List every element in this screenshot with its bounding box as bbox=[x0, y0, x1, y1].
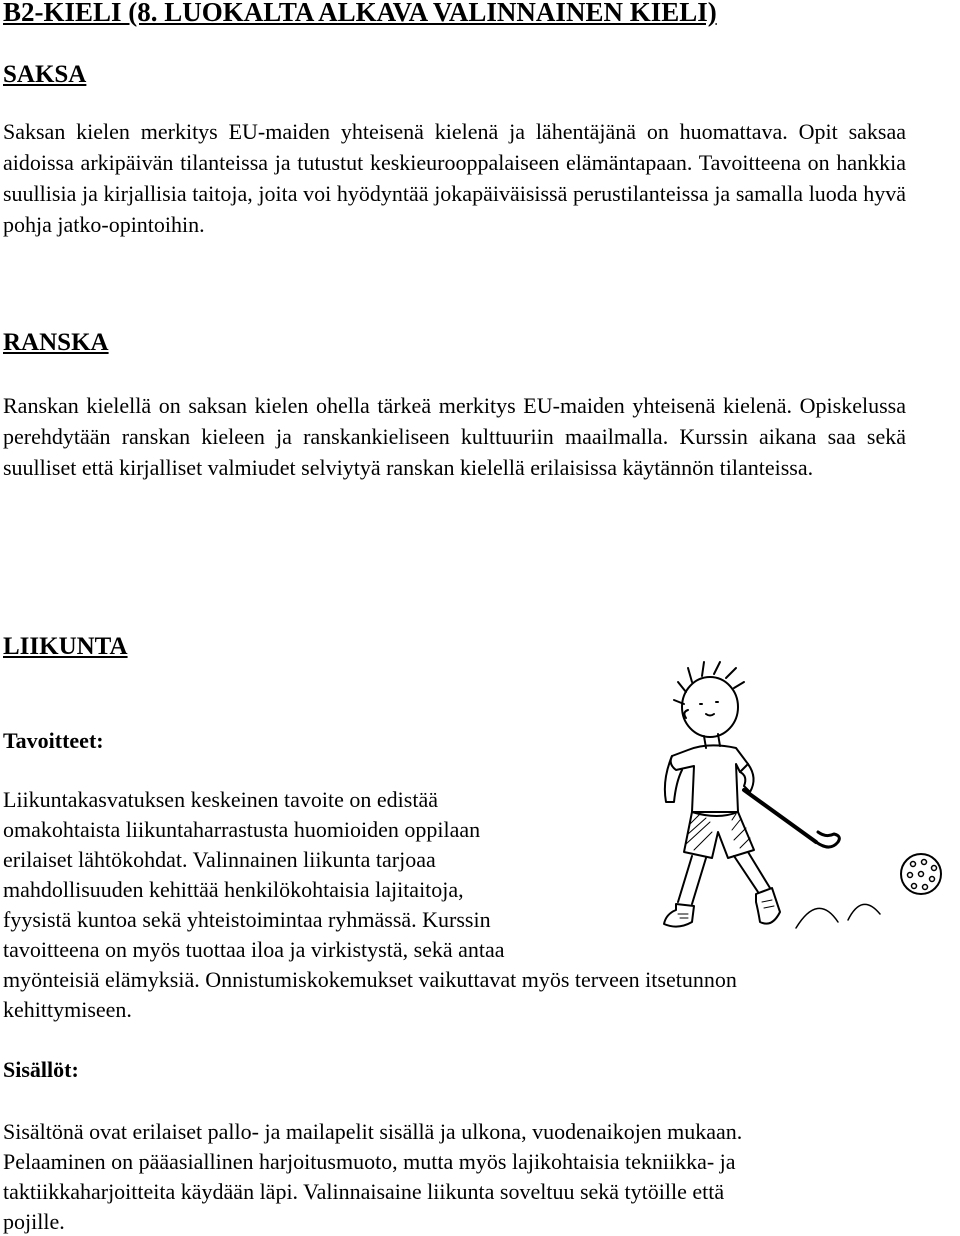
content-line: taktiikkaharjoitteita käydään läpi. Valinnaisaine liikunta soveltuu sekä tytöille että bbox=[3, 1179, 725, 1204]
page-title: B2-KIELI (8. LUOKALTA ALKAVA VALINNAINEN KIELI) bbox=[3, 0, 717, 27]
hair bbox=[674, 662, 744, 704]
ranska-heading: RANSKA bbox=[3, 329, 109, 356]
content-line: pojille. bbox=[3, 1209, 65, 1234]
saksa-heading: SAKSA bbox=[3, 61, 87, 88]
content-line: Sisältönä ovat erilaiset pallo- ja mailapelit sisällä ja ulkona, vuodenaikojen mukaan. bbox=[3, 1119, 743, 1144]
goals-line: Liikuntakasvatuksen keskeinen tavoite on edistää bbox=[3, 787, 438, 812]
goals-line: mahdollisuuden kehittää henkilökohtaisia lajitaitoja, bbox=[3, 877, 464, 902]
goals-line: fyysistä kuntoa sekä yhteistoimintaa ryhmässä. Kurssin bbox=[3, 907, 491, 932]
floorball-ball bbox=[901, 854, 941, 894]
stick-blade bbox=[816, 832, 839, 847]
goals-line: tavoitteena on myös tuottaa iloa ja virkistystä, sekä antaa bbox=[3, 937, 505, 962]
floorball-stick bbox=[744, 790, 816, 842]
floorball-player-illustration bbox=[648, 652, 948, 972]
right-arm bbox=[740, 764, 754, 792]
right-shoe bbox=[756, 888, 780, 924]
right-leg bbox=[734, 852, 770, 892]
face bbox=[684, 702, 718, 718]
saksa-paragraph: Saksan kielen merkitys EU-maiden yhteisenä kielenä ja lähentäjänä on huomattava. Opit saksaa aidoissa arkipäivän tilanteissa ja tutustut keskieurooppalaiseen elämäntapaan. Tavoitteena on hankkia suullisia ja kirjallisia taitoja, joita voi hyödyntää jokapäiväisissä perustilanteissa ja samalla luoda hyvä pohja jatko-opintoihin. bbox=[3, 119, 906, 237]
ranska-paragraph: Ranskan kielellä on saksan kielen ohella tärkeä merkitys EU-maiden yhteisenä kielenä. Opiskelussa perehdytään ranskan kieleen ja ranskankieliseen kulttuuriin maailmalla. Kurssin aikana saa sekä suulliset että kirjalliset valmiudet selviytyä ranskan kielellä erilaisissa käytännön tilanteissa. bbox=[3, 393, 906, 480]
content-line: Pelaaminen on pääasiallinen harjoitusmuoto, mutta myös lajikohtaisia tekniikka- ja bbox=[3, 1149, 736, 1174]
motion-lines bbox=[796, 904, 880, 928]
goals-heading: Tavoitteet: bbox=[3, 728, 104, 753]
liikunta-heading: LIIKUNTA bbox=[3, 633, 128, 660]
head bbox=[682, 677, 738, 737]
goals-line: myönteisiä elämyksiä. Onnistumiskokemukset vaikuttavat myös terveen itsetunnon bbox=[3, 967, 737, 992]
left-shoe bbox=[664, 904, 694, 927]
goals-line: omakohtaista liikuntaharrastusta huomioiden oppilaan bbox=[3, 817, 481, 842]
shirt bbox=[671, 745, 748, 816]
goals-line: kehittymiseen. bbox=[3, 997, 132, 1022]
goals-line: erilaiset lähtökohdat. Valinnainen liikunta tarjoaa bbox=[3, 847, 436, 872]
left-leg bbox=[678, 856, 706, 904]
left-arm bbox=[665, 756, 682, 802]
content-heading: Sisällöt: bbox=[3, 1057, 79, 1082]
